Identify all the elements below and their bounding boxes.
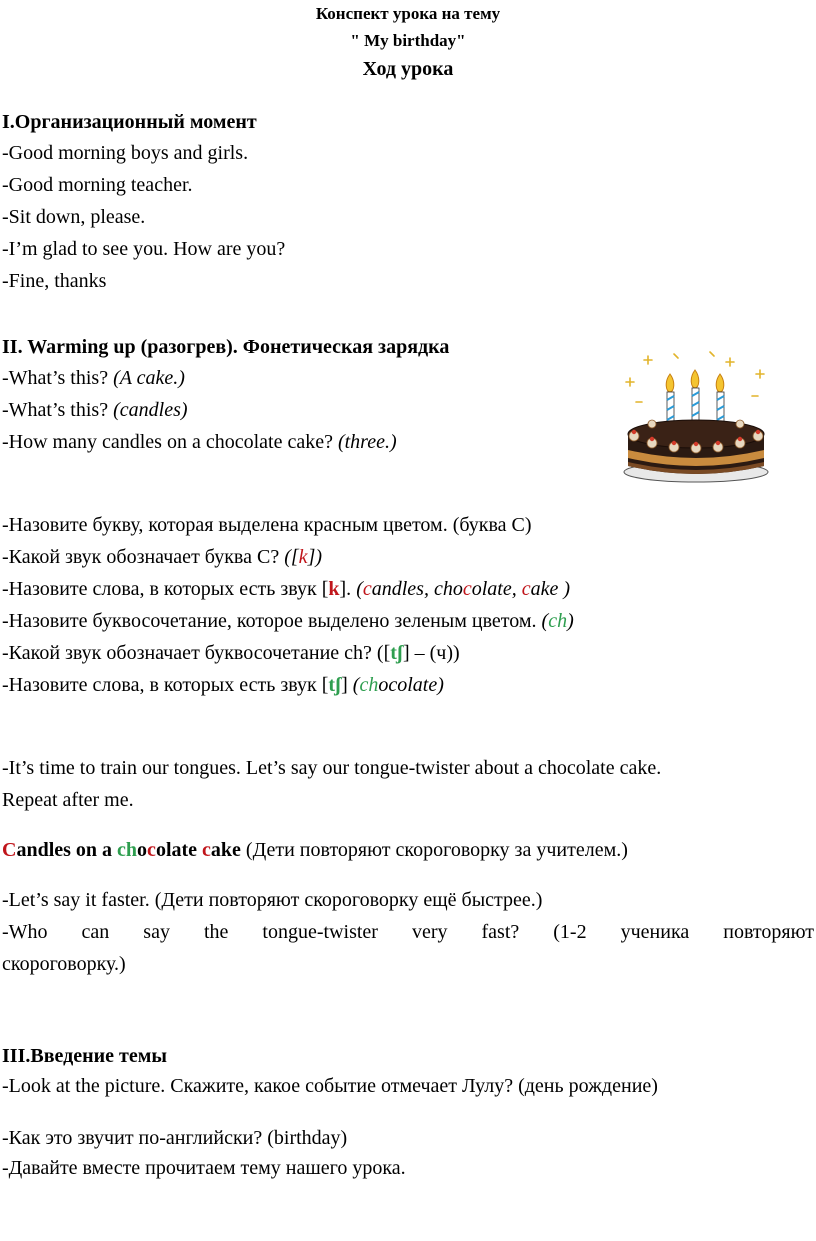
s3-line-3: -Давайте вместе прочитаем тему нашего урока. — [2, 1157, 406, 1179]
birthday-cake-illustration — [612, 350, 780, 484]
s2-who-can-line-cont: скороговорку.) — [2, 953, 126, 975]
s2-prompt-5: -Какой звук обозначает буквосочетание ch? ([tʃ] – (ч)) — [2, 642, 460, 664]
s2-prompt-1: -Назовите букву, которая выделена красным цветом. (буква С) — [2, 514, 532, 536]
doc-topic: " My birthday" — [350, 31, 466, 50]
s3-line-1: -Look at the picture. Скажите, какое событие отмечает Лулу? (день рождение) — [2, 1075, 658, 1097]
s2-tongue-twister-intro: -It’s time to train our tongues. Let’s say our tongue-twister about a chocolate cake. — [2, 757, 662, 779]
section-3-heading: III.Введение темы — [2, 1045, 167, 1067]
s1-line-3: -Sit down, please. — [2, 206, 146, 228]
s1-line-5: -Fine, thanks — [2, 270, 107, 292]
s3-line-2: -Как это звучит по-английски? (birthday) — [2, 1127, 348, 1149]
tongue-twister-line: Candles on a chocolate cake (Дети повторяют скороговорку за учителем.) — [2, 839, 628, 861]
s2-question-2: -What’s this? (candles) — [2, 399, 188, 421]
s2-question-3: -How many candles on a chocolate cake? (three.) — [2, 431, 397, 453]
s1-line-2: -Good morning teacher. — [2, 174, 193, 196]
s2-faster-line: -Let’s say it faster. (Дети повторяют скороговорку ещё быстрее.) — [2, 889, 543, 911]
s2-repeat-after-me: Repeat after me. — [2, 789, 134, 811]
s2-prompt-3: -Назовите слова, в которых есть звук [k]. (candles, chocolate, cake ) — [2, 578, 571, 600]
doc-title: Конспект урока на тему — [315, 4, 501, 23]
s1-line-1: -Good morning boys and girls. — [2, 142, 249, 164]
s2-who-can-line: -Who can say the tongue-twister very fast? (1-2 ученика повторяют — [2, 921, 814, 943]
s2-prompt-2: -Какой звук обозначает буква С? ([k]) — [2, 546, 323, 568]
s1-line-4: -I’m glad to see you. How are you? — [2, 238, 286, 260]
section-1-heading: I.Организационный момент — [2, 111, 257, 133]
section-2-heading: II. Warming up (разогрев). Фонетическая зарядка — [2, 336, 450, 358]
s2-prompt-6: -Назовите слова, в которых есть звук [tʃ] (chocolate) — [2, 674, 444, 696]
doc-subtitle: Ход урока — [362, 58, 454, 80]
s2-question-1: -What’s this? (A cake.) — [2, 367, 185, 389]
s2-prompt-4: -Назовите буквосочетание, которое выделено зеленым цветом. (ch) — [2, 610, 574, 632]
